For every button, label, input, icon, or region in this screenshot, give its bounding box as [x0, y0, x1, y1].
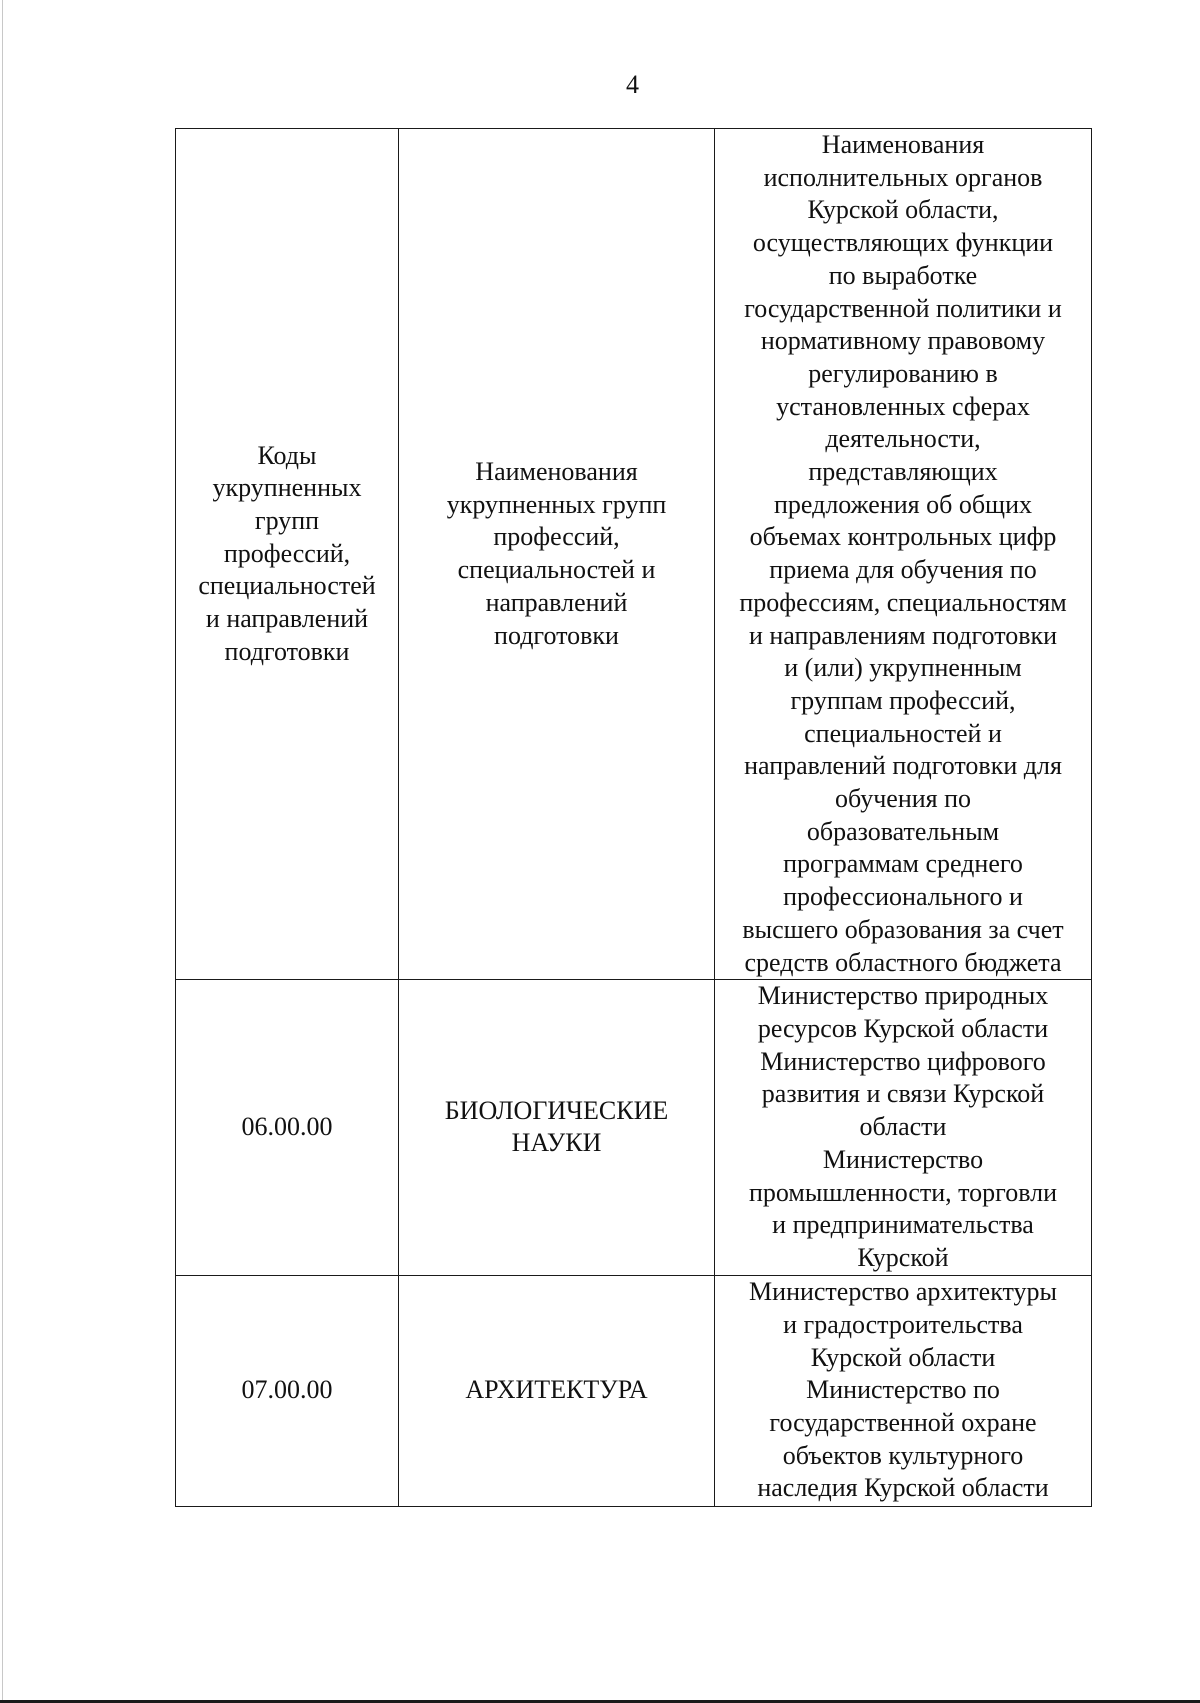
table-row — [176, 1275, 1092, 1506]
header-codes-cell: Коды укрупненных групп профессий, специальностей и направлений подготовки — [176, 129, 399, 980]
table-row — [176, 980, 1092, 1275]
header-bodies-cell: Наименования исполнительных органов Курской области, осуществляющих функции по выработке государственной политики и нормативному правовому регулированию в установленных сферах деятельности, представляющих предложения об общих объемах контрольных цифр приема для обучения по профессиям, специальностям и направлениям подготовки и (или) укрупненным группам профессий, специальностей и направлений подготовки для обучения по образовательным программам среднего профессионального и высшего образования за счет средств областного бюджета — [715, 129, 1092, 980]
row-name-cell: АРХИТЕКТУРА — [399, 1275, 715, 1506]
row-code-cell: 07.00.00 — [176, 1275, 399, 1506]
row-bodies-cell: Министерство природных ресурсов Курской области Министерство цифрового развития и связи Курской области Министерство промышленности, торговли и предпринимательства Курской — [715, 980, 1092, 1275]
table-header-row — [176, 129, 1092, 980]
classification-table — [175, 128, 1092, 1507]
header-names-cell: Наименования укрупненных групп профессий, специальностей и направлений подготовки — [399, 129, 715, 980]
scan-edge-left — [2, 0, 3, 1703]
row-bodies-cell: Министерство архитектуры и градостроительства Курской области Министерство по государственной охране объектов культурного наследия Курской области — [715, 1275, 1092, 1506]
row-name-cell: БИОЛОГИЧЕСКИЕ НАУКИ — [399, 980, 715, 1275]
page-number: 4 — [626, 70, 639, 99]
row-code-cell: 06.00.00 — [176, 980, 399, 1275]
